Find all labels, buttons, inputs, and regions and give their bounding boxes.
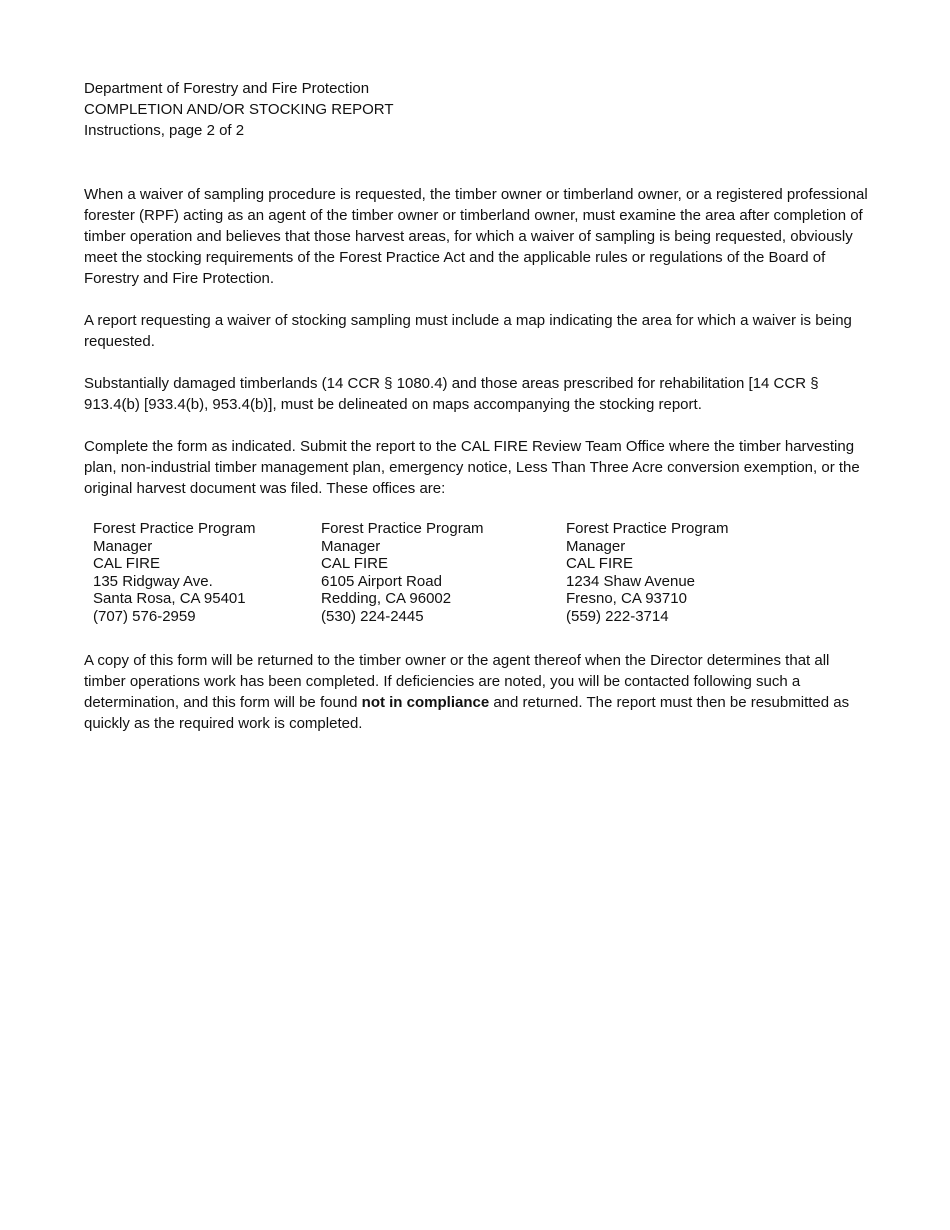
office-title-line2: Manager [321, 537, 381, 555]
document-header [84, 78, 874, 141]
office-agency: CAL FIRE [566, 555, 633, 572]
office-street: 6105 Airport Road [321, 572, 442, 590]
not-in-compliance-text: not in compliance [361, 694, 490, 711]
office-address-list [84, 520, 874, 632]
waiver-map-paragraph: A report requesting a waiver of stocking sampling must include a map indicating the area for which a waiver is being requested. [84, 312, 852, 350]
form-title: COMPLETION AND/OR STOCKING REPORT [84, 101, 394, 118]
office-address-redding [321, 520, 484, 625]
office-city: Santa Rosa, CA 95401 [93, 590, 246, 607]
office-address-santa-rosa [93, 520, 256, 625]
damaged-timberlands-paragraph: Substantially damaged timberlands (14 CCR § 1080.4) and those areas prescribed for rehabilitation [14 CCR § 913.4(b) [933.4(b), 953.4(b)], must be delineated on maps accompanying the stocking report. [84, 375, 819, 413]
office-title-line1: Forest Practice Program [321, 520, 484, 537]
office-title-line2: Manager [566, 537, 626, 555]
page-label: Instructions, page 2 of 2 [84, 122, 245, 139]
office-phone: (707) 576-2959 [93, 607, 196, 625]
office-title-line1: Forest Practice Program [566, 520, 729, 537]
office-title-line1: Forest Practice Program [93, 520, 256, 537]
office-agency: CAL FIRE [321, 555, 388, 572]
department-name: Department of Forestry and Fire Protection [84, 80, 370, 97]
office-agency: CAL FIRE [93, 555, 160, 572]
document-page [84, 78, 874, 755]
copy-returned-paragraph [84, 650, 874, 734]
waiver-procedure-paragraph: When a waiver of sampling procedure is requested, the timber owner or timberland owner, or a registered professional forester (RPF) acting as an agent of the timber owner or timberland owner, must examine the area after completion of timber operation and believes that those harvest areas, for which a waiver of sampling is being requested, obviously meet the stocking requirements of the Forest Practice Act and the applicable rules or regulations of the Board of Forestry and Fire Protection. [84, 186, 868, 287]
office-title-line2: Manager [93, 537, 153, 555]
office-address-fresno [566, 520, 729, 625]
office-phone: (559) 222-3714 [566, 607, 669, 625]
office-city: Fresno, CA 93710 [566, 590, 687, 607]
office-street: 135 Ridgway Ave. [93, 572, 213, 590]
copy-returned-text-after: and returned. The report must then be resubmitted as quickly as the required work is completed. [84, 694, 850, 732]
office-street: 1234 Shaw Avenue [566, 572, 696, 590]
complete-form-paragraph: Complete the form as indicated. Submit the report to the CAL FIRE Review Team Office where the timber harvesting plan, non-industrial timber management plan, emergency notice, Less Than Three Acre conversion exemption, or the original harvest document was filed. These offices are: [84, 438, 860, 497]
office-city: Redding, CA 96002 [321, 590, 452, 607]
office-phone: (530) 224-2445 [321, 607, 424, 625]
copy-returned-text-before: A copy of this form will be returned to the timber owner or the agent thereof when the Director determines that all timber operations work has been completed. If deficiencies are noted, you will be contacted following such a determination, and this form will be found [84, 652, 830, 711]
